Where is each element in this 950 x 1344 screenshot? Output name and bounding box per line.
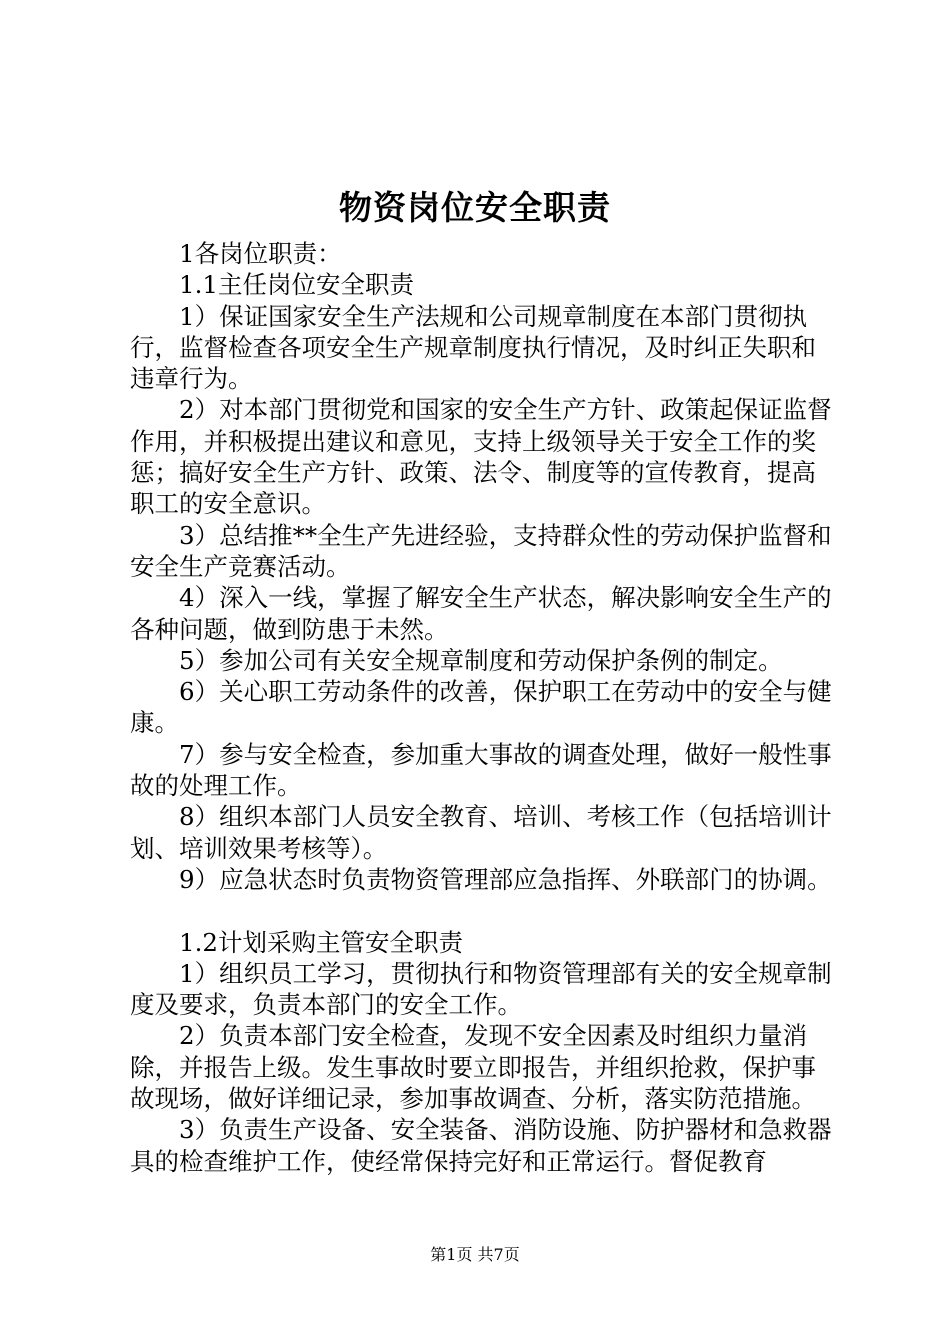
page-footer: 第1页 共7页	[430, 1245, 520, 1264]
paragraph: 1）组织员工学习，贯彻执行和物资管理部有关的安全规章制度及要求，负责本部门的安全工作。	[130, 958, 832, 1020]
page-title: 物资岗位安全职责	[339, 188, 611, 227]
paragraph: 6）关心职工劳动条件的改善，保护职工在劳动中的安全与健康。	[130, 677, 832, 738]
paragraph: 3）总结推**全生产先进经验，支持群众性的劳动保护监督和安全生产竞赛活动。	[130, 520, 832, 581]
paragraph: 5）参加公司有关安全规章制度和劳动保护条例的制定。	[179, 645, 783, 675]
section-heading: 1.1主任岗位安全职责	[179, 270, 414, 300]
paragraph: 2）负责本部门安全检查，发现不安全因素及时组织力量消除，并报告上级。发生事故时要立即报告，并组织抢救，保护事故现场，做好详细记录，参加事故调查、分析，落实防范措施。	[130, 1021, 816, 1114]
paragraph: 1）保证国家安全生产法规和公司规章制度在本部门贯彻执行，监督检查各项安全生产规章制度执行情况，及时纠正失职和违章行为。	[130, 301, 816, 394]
paragraph: 1各岗位职责：	[179, 239, 342, 268]
paragraph: 9）应急状态时负责物资管理部应急指挥、外联部门的协调。	[179, 864, 832, 894]
section-heading: 1.2计划采购主管安全职责	[179, 927, 463, 957]
paragraph: 8）组织本部门人员安全教育、培训、考核工作（包括培训计划、培训效果考核等）。	[130, 802, 832, 863]
paragraph: 4）深入一线，掌握了解安全生产状态，解决影响安全生产的各种问题，做到防患于未然。	[130, 583, 832, 644]
paragraph: 2）对本部门贯彻党和国家的安全生产方针、政策起保证监督作用，并积极提出建议和意见，支持上级领导关于安全工作的奖惩；搞好安全生产方针、政策、法令、制度等的宣传教育，提高职工的安全意识。	[130, 395, 832, 519]
document-body	[130, 238, 835, 1177]
paragraph: 7）参与安全检查，参加重大事故的调查处理，做好一般性事故的处理工作。	[130, 739, 832, 801]
paragraph: 3）负责生产设备、安全装备、消防设施、防护器材和急救器具的检查维护工作，使经常保持完好和正常运行。督促教育	[130, 1115, 832, 1176]
